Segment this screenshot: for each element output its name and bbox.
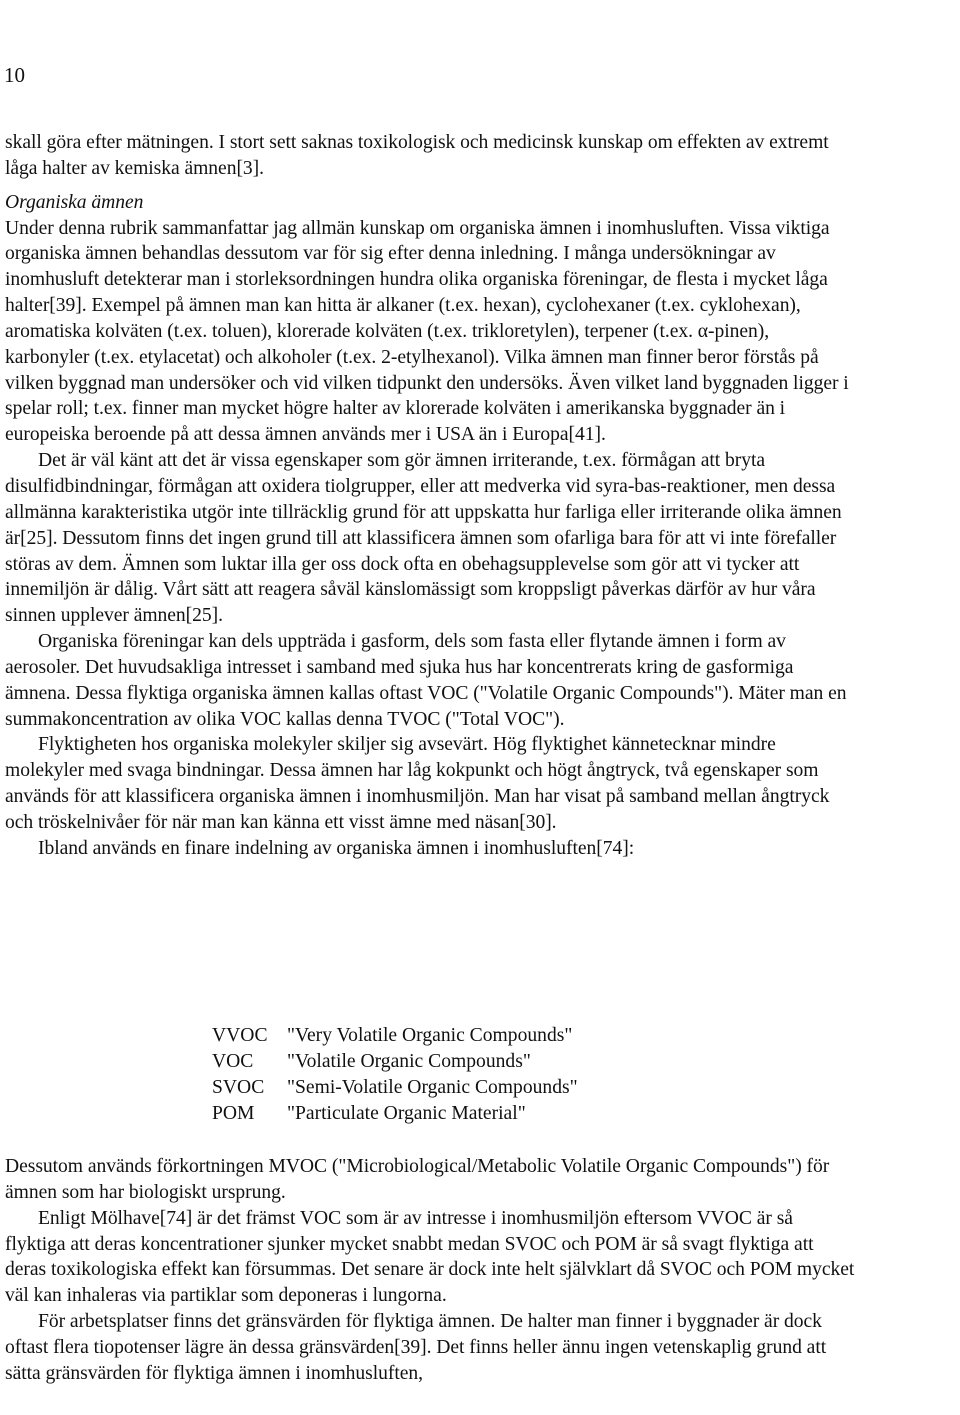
abbreviation-table (212, 1023, 578, 1126)
paragraph: Organiska föreningar kan dels uppträda i gasform, dels som fasta eller flytande ämnen i form av aerosoler. Det huvudsakliga intresset i samband med sjuka hus har koncentrerats kring de gasformiga ämnena. Dessa flyktiga organiska ämnen kallas oftast VOC ("Volatile Organic Compounds"). Mäter man en summakoncentration av olika VOC kallas denna TVOC ("Total VOC"). (5, 631, 847, 730)
abbreviation-description: "Volatile Organic Compounds" (287, 1050, 531, 1072)
paragraph: Dessutom används förkortningen MVOC ("Microbiological/Metabolic Volatile Organic Compounds") för ämnen som har biologiskt ursprung. (5, 1156, 830, 1203)
abbreviation-description: "Very Volatile Organic Compounds" (287, 1025, 573, 1046)
abbreviation-description: "Particulate Organic Material" (287, 1102, 526, 1124)
paragraph: Enligt Mölhave[74] är det främst VOC som är av intresse i inomhusmiljön eftersom VVOC är så flyktiga att deras koncentrationer sjunker mycket snabbt medan SVOC och POM är så svagt flyktiga att deras toxikologiska effekt kan försummas. Det senare är dock inte helt självklart då SVOC och POM mycket väl kan inhaleras via partiklar som deponeras i lungorna. (5, 1207, 855, 1307)
section-heading (5, 190, 855, 216)
page-number: 10 (4, 63, 25, 87)
abbreviation-term: SVOC (212, 1076, 265, 1098)
paragraph: skall göra efter mätningen. I stort sett saknas toxikologisk och medicinsk kunskap om effekten av extremt låga halter av kemiska ämnen[3]. (5, 132, 829, 179)
text-block-bottom (5, 1154, 855, 1387)
abbreviation-term: VVOC (212, 1025, 268, 1046)
paragraph: Flyktigheten hos organiska molekyler skiljer sig avsevärt. Hög flyktighet kännetecknar mindre molekyler med svaga bindningar. Dessa ämnen har låg kokpunkt och högt ångtryck, två egenskaper som används för att klassificera organiska ämnen i inomhusmiljön. Man har visat på samband mellan ångtryck och tröskelnivåer för när man kan känna ett visst ämne med näsan[30]. (5, 734, 830, 833)
paragraph: Det är väl känt att det är vissa egenskaper som gör ämnen irriterande, t.ex. förmågan att bryta disulfidbindningar, förmågan att oxidera tiolgrupper, eller att medverka vid syra-bas-reaktioner, men dessa allmänna karakteristika utgör inte tillräcklig grund för att uppskatta hur farliga eller irriterande olika ämnen är[25]. Dessutom finns det ingen grund till att klassificera ämnen som ofarliga bara för att vi inte förefaller störas av dem. Ämnen som luktar illa ger oss dock ofta en obehagsupplevelse som gör att vi tycker att innemiljön är dålig. Vårt sätt att reagera såväl känslomässigt som kroppsligt påverkas därför av hur våra sinnen upplever ämnen[25]. (5, 450, 842, 627)
paragraph: Under denna rubrik sammanfattar jag allmän kunskap om organiska ämnen i inomhusluften. Vissa viktiga organiska ämnen behandlas dessutom var för sig efter denna inledning. I många undersökningar av inomhusluft detekterar man i storleksordningen hundra olika organiska föreningar, de flesta i mycket låga halter[39]. Exempel på ämnen man kan hitta är alkaner (t.ex. hexan), cyclohexaner (t.ex. cyklohexan), aromatiska kolväten (t.ex. toluen), klorerade kolväten (t.ex. trikloretylen), terpener (t.ex. α-pinen), karbonyler (t.ex. etylacetat) och alkoholer (t.ex. 2-etylhexanol). Vilka ämnen man finner beror förstås på vilken byggnad man undersöker och vid vilken tidpunkt den undersöks. Även vilket land byggnaden ligger i spelar roll; t.ex. finner man mycket högre halter av klorerade kolväten i amerikanska byggnader än i europeiska beroende på att dessa ämnen används mer i USA än i Europa[41]. (5, 217, 849, 446)
abbreviation-description: "Semi-Volatile Organic Compounds" (287, 1076, 578, 1098)
table-row (212, 1101, 578, 1127)
abbreviation-term: VOC (212, 1050, 254, 1072)
table-row (212, 1075, 578, 1101)
section-title: Organiska ämnen (5, 191, 144, 213)
table-row (212, 1049, 578, 1075)
table-row (212, 1023, 578, 1049)
paragraph: För arbetsplatser finns det gränsvärden för flyktiga ämnen. De halter man finner i byggnader är dock oftast flera tiopotenser lägre än dessa gränsvärden[39]. Det finns heller ännu ingen vetenskaplig grund att sätta gränsvärden för flyktiga ämnen i inomhusluften, (5, 1311, 827, 1384)
text-block-top (5, 130, 855, 862)
paragraph: Ibland används en finare indelning av organiska ämnen i inomhusluften[74]: (38, 837, 635, 859)
abbreviation-term: POM (212, 1102, 255, 1124)
